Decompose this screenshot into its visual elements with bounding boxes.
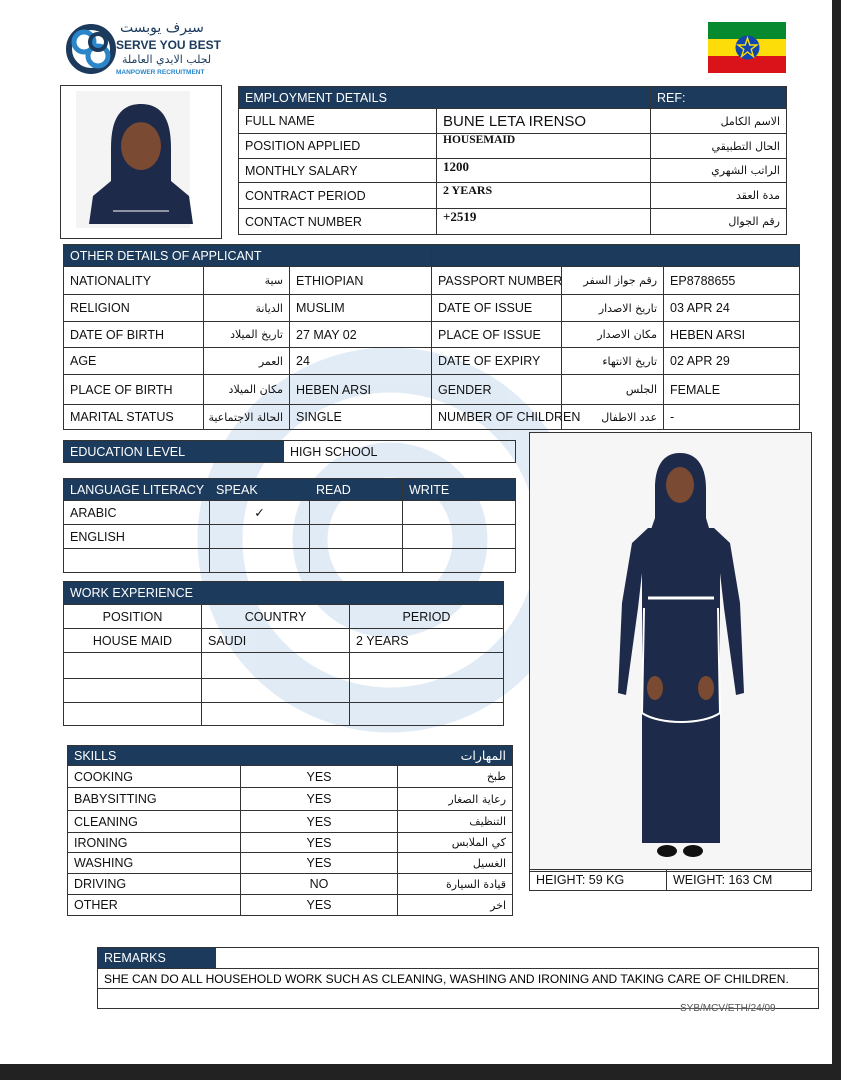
value-contract-period: 2 YEARS	[437, 183, 651, 209]
label-place-of-birth: PLACE OF BIRTH	[64, 375, 204, 405]
work-period: 2 YEARS	[350, 629, 504, 653]
skill-name: CLEANING	[68, 811, 241, 833]
skill-ar: الغسيل	[398, 853, 513, 874]
value-nationality: ETHIOPIAN	[290, 267, 432, 295]
lang-header-speak: SPEAK	[210, 479, 310, 501]
skill-value: YES	[241, 766, 398, 788]
company-logo	[64, 20, 224, 80]
employment-title: EMPLOYMENT DETAILS	[239, 87, 651, 109]
lang-write	[403, 525, 516, 549]
remarks-box	[97, 947, 819, 1009]
lang-name	[64, 549, 210, 573]
work-title: WORK EXPERIENCE	[64, 582, 350, 605]
value-place-of-birth: HEBEN ARSI	[290, 375, 432, 405]
label-date-of-expiry: DATE OF EXPIRY	[432, 348, 562, 375]
value-passport-number: EP8788655	[664, 267, 800, 295]
logo-knot-icon	[64, 20, 118, 78]
label-number-of-children: NUMBER OF CHILDREN	[432, 405, 562, 430]
value-age: 24	[290, 348, 432, 375]
label-contact-number: CONTACT NUMBER	[239, 209, 437, 235]
flag-star-icon	[735, 35, 760, 60]
ar-full-name: الاسم الكامل	[651, 109, 787, 134]
ar-gender: الجلس	[562, 375, 664, 405]
work-country	[202, 679, 350, 703]
ar-contract-period: مدة العقد	[651, 183, 787, 209]
weight-value: WEIGHT: 163 CM	[667, 870, 812, 891]
lang-speak: ✓	[210, 501, 310, 525]
ar-nationality: سية	[204, 267, 290, 295]
skill-value: YES	[241, 833, 398, 853]
skill-ar: طبخ	[398, 766, 513, 788]
work-country: SAUDI	[202, 629, 350, 653]
skill-name: DRIVING	[68, 874, 241, 895]
work-position	[64, 679, 202, 703]
education-value: HIGH SCHOOL	[284, 441, 516, 463]
work-position	[64, 703, 202, 726]
label-contract-period: CONTRACT PERIOD	[239, 183, 437, 209]
label-passport-number: PASSPORT NUMBER	[432, 267, 562, 295]
skills-table	[67, 745, 513, 916]
work-header-period: PERIOD	[350, 605, 504, 629]
education-table	[63, 440, 516, 463]
lang-read	[310, 525, 403, 549]
label-marital-status: MARITAL STATUS	[64, 405, 204, 430]
skill-ar: كي الملابس	[398, 833, 513, 853]
skill-ar: قيادة السيارة	[398, 874, 513, 895]
work-position: HOUSE MAID	[64, 629, 202, 653]
remarks-title: REMARKS	[98, 948, 216, 968]
label-nationality: NATIONALITY	[64, 267, 204, 295]
logo-arabic-sub: لجلب الايدي العاملة	[122, 53, 212, 66]
lang-name: ARABIC	[64, 501, 210, 525]
work-header-position: POSITION	[64, 605, 202, 629]
label-position-applied: POSITION APPLIED	[239, 134, 437, 159]
value-date-of-birth: 27 MAY 02	[290, 322, 432, 348]
ar-monthly-salary: الراتب الشهري	[651, 159, 787, 183]
label-full-name: FULL NAME	[239, 109, 437, 134]
height-value: HEIGHT: 59 KG	[530, 870, 667, 891]
lang-header-literacy: LANGUAGE LITERACY	[64, 479, 210, 501]
ar-place-of-birth: مكان الميلاد	[204, 375, 290, 405]
lang-speak	[210, 549, 310, 573]
skill-value: YES	[241, 853, 398, 874]
skill-value: YES	[241, 895, 398, 916]
work-country	[202, 703, 350, 726]
value-gender: FEMALE	[664, 375, 800, 405]
work-header-country: COUNTRY	[202, 605, 350, 629]
skills-title: SKILLS	[68, 746, 398, 766]
value-contact-number: +2519	[437, 209, 651, 235]
skill-ar: التنظيف	[398, 811, 513, 833]
value-position-applied: HOUSEMAID	[437, 134, 651, 159]
work-period	[350, 653, 504, 679]
work-title-blank	[350, 582, 504, 605]
other-details-table	[63, 244, 800, 430]
lang-name: ENGLISH	[64, 525, 210, 549]
skill-ar: رعاية الصغار	[398, 788, 513, 811]
lang-header-read: READ	[310, 479, 403, 501]
ar-passport-number: رقم جواز السفر	[562, 267, 664, 295]
label-date-of-birth: DATE OF BIRTH	[64, 322, 204, 348]
skill-value: NO	[241, 874, 398, 895]
label-gender: GENDER	[432, 375, 562, 405]
ar-contact-number: رقم الجوال	[651, 209, 787, 235]
label-age: AGE	[64, 348, 204, 375]
value-place-of-issue: HEBEN ARSI	[664, 322, 800, 348]
language-table	[63, 478, 516, 573]
remarks-text: SHE CAN DO ALL HOUSEHOLD WORK SUCH AS CLEANING, WASHING AND IRONING AND TAKING CARE OF CHILDREN.	[104, 972, 789, 986]
logo-tagline: MANPOWER RECRUITMENT	[116, 69, 205, 76]
work-period	[350, 703, 504, 726]
ar-religion: الديانة	[204, 295, 290, 322]
lang-write	[403, 549, 516, 573]
value-date-of-expiry: 02 APR 29	[664, 348, 800, 375]
label-religion: RELIGION	[64, 295, 204, 322]
other-details-title: OTHER DETAILS OF APPLICANT	[64, 245, 432, 267]
lang-read	[310, 549, 403, 573]
ar-date-of-expiry: تاريخ الانتهاء	[562, 348, 664, 375]
ar-number-of-children: عدد الاطفال	[562, 405, 664, 430]
ethiopia-flag	[708, 22, 786, 73]
lang-header-write: WRITE	[403, 479, 516, 501]
skill-name: IRONING	[68, 833, 241, 853]
portrait-photo	[60, 85, 222, 239]
skill-name: OTHER	[68, 895, 241, 916]
skills-title-ar: المهارات	[398, 746, 513, 766]
value-religion: MUSLIM	[290, 295, 432, 322]
logo-arabic: سيرف يوبست	[120, 20, 204, 36]
work-experience-table	[63, 581, 504, 726]
value-date-of-issue: 03 APR 24	[664, 295, 800, 322]
full-body-photo	[529, 432, 812, 872]
logo-name: SERVE YOU BEST	[116, 38, 221, 52]
value-number-of-children: -	[664, 405, 800, 430]
education-label: EDUCATION LEVEL	[64, 441, 284, 463]
label-place-of-issue: PLACE OF ISSUE	[432, 322, 562, 348]
ar-age: العمر	[204, 348, 290, 375]
measurements-table	[529, 869, 812, 891]
value-marital-status: SINGLE	[290, 405, 432, 430]
label-monthly-salary: MONTHLY SALARY	[239, 159, 437, 183]
lang-write	[403, 501, 516, 525]
ref-label: REF:	[651, 87, 787, 109]
skill-ar: اخر	[398, 895, 513, 916]
ar-marital-status: الحالة الاجتماعية	[204, 405, 290, 430]
work-position	[64, 653, 202, 679]
other-details-header-blank	[432, 245, 800, 267]
work-period	[350, 679, 504, 703]
skill-value: YES	[241, 788, 398, 811]
value-full-name: BUNE LETA IRENSO	[437, 109, 651, 134]
footer-code: SYB/MCV/ETH/24/09	[680, 1003, 776, 1014]
ar-date-of-birth: تاريخ الميلاد	[204, 322, 290, 348]
skill-value: YES	[241, 811, 398, 833]
skill-name: WASHING	[68, 853, 241, 874]
skill-name: COOKING	[68, 766, 241, 788]
work-country	[202, 653, 350, 679]
value-monthly-salary: 1200	[437, 159, 651, 183]
ar-place-of-issue: مكان الاصدار	[562, 322, 664, 348]
skill-name: BABYSITTING	[68, 788, 241, 811]
ar-position-applied: الحال التطبيقي	[651, 134, 787, 159]
lang-speak	[210, 525, 310, 549]
lang-read	[310, 501, 403, 525]
employment-details-table	[238, 86, 787, 235]
label-date-of-issue: DATE OF ISSUE	[432, 295, 562, 322]
ar-date-of-issue: تاريخ الاصدار	[562, 295, 664, 322]
